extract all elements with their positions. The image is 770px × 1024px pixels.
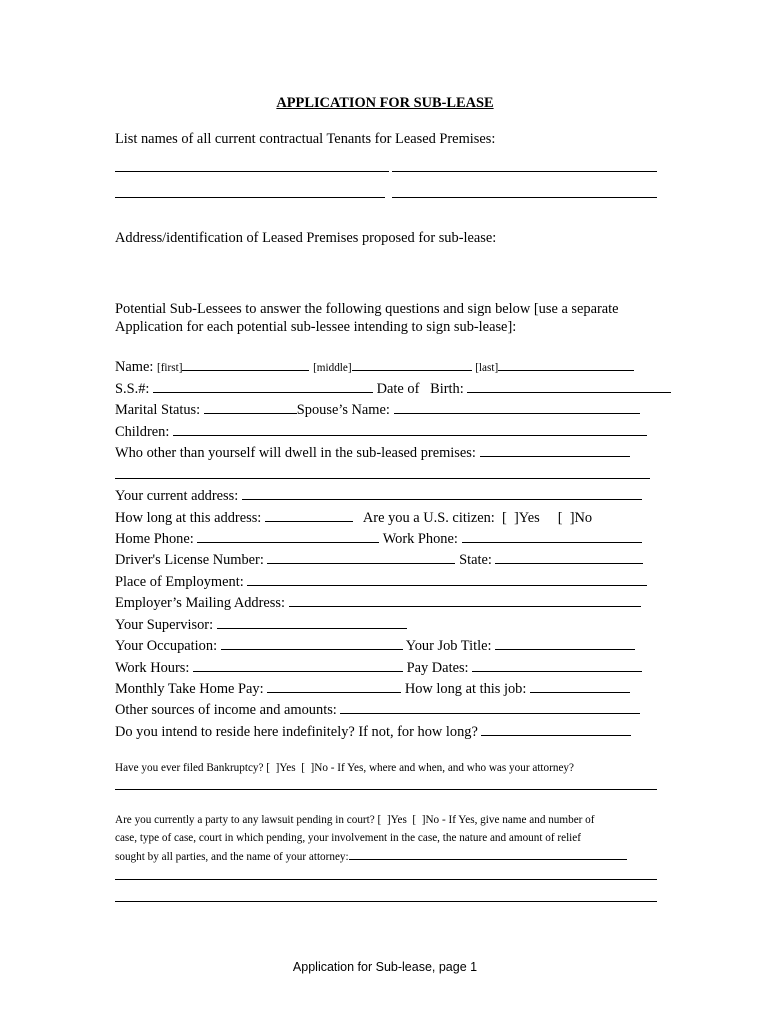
spouse-name-field[interactable] [394, 400, 640, 414]
last-name-field[interactable] [498, 357, 634, 371]
marital-status-label: Marital Status: [115, 402, 201, 418]
occupation-field[interactable] [221, 636, 403, 650]
middle-name-field[interactable] [352, 357, 472, 371]
employer-address-field[interactable] [289, 593, 641, 607]
instructions-line-2: Application for each potential sub-lessee intending to sign sub-lease]: [115, 319, 517, 335]
bankruptcy-answer-line[interactable] [115, 789, 657, 790]
dob-field[interactable] [467, 379, 671, 393]
reside-label: Do you intend to reside here indefinitely? If not, for how long? [115, 724, 478, 740]
home-phone-label: Home Phone: [115, 531, 194, 547]
dwellers-row [115, 443, 630, 462]
citizen-label: Are you a U.S. citizen: [362, 510, 495, 526]
marital-status-field[interactable] [204, 400, 297, 414]
how-long-label: How long at this address: [115, 510, 262, 526]
occupation-row [115, 636, 635, 655]
ssn-field[interactable] [153, 379, 373, 393]
tenant-name-line[interactable] [115, 197, 385, 198]
tenant-name-line[interactable] [115, 171, 389, 172]
take-home-pay-label: Monthly Take Home Pay: [115, 681, 264, 697]
first-name-field[interactable] [182, 357, 309, 371]
dwellers-label: Who other than yourself will dwell in the sub-leased premises: [115, 445, 476, 461]
lawsuit-answer-line[interactable] [115, 879, 657, 880]
last-name-hint: [last] [475, 362, 499, 374]
supervisor-field[interactable] [217, 615, 407, 629]
license-field[interactable] [267, 550, 455, 564]
supervisor-label: Your Supervisor: [115, 617, 214, 633]
tenant-name-line[interactable] [392, 197, 657, 198]
citizen-yes-checkbox[interactable]: [ ]Yes [502, 510, 540, 526]
job-length-field[interactable] [530, 679, 630, 693]
home-phone-field[interactable] [197, 529, 379, 543]
license-row [115, 550, 643, 569]
hours-row [115, 658, 642, 677]
current-address-field[interactable] [242, 486, 642, 500]
lawsuit-answer-line[interactable] [115, 901, 657, 902]
dwellers-field[interactable] [480, 443, 630, 457]
employment-label: Place of Employment: [115, 574, 244, 590]
ssn-row [115, 379, 671, 398]
work-hours-field[interactable] [193, 658, 403, 672]
pay-dates-label: Pay Dates: [406, 660, 469, 676]
other-income-row [115, 700, 640, 719]
lawsuit-question-line-3-text: sought by all parties, and the name of your attorney: [115, 851, 349, 863]
job-title-field[interactable] [495, 636, 635, 650]
job-title-label: Your Job Title: [405, 638, 492, 654]
pay-dates-field[interactable] [472, 658, 642, 672]
lawsuit-question-line-2: case, type of case, court in which pending, your involvement in the case, the nature and amount of relief [115, 832, 581, 844]
children-field[interactable] [173, 422, 647, 436]
current-address-label: Your current address: [115, 488, 239, 504]
license-label: Driver's License Number: [115, 552, 264, 568]
middle-name-hint: [middle] [313, 362, 352, 374]
lawsuit-question-line-3 [115, 848, 627, 865]
children-row [115, 422, 647, 441]
work-phone-field[interactable] [462, 529, 642, 543]
employer-address-row [115, 593, 641, 612]
work-phone-label: Work Phone: [382, 531, 458, 547]
name-row [115, 357, 634, 376]
dwellers-continuation-line[interactable] [115, 478, 650, 479]
pay-row [115, 679, 630, 698]
work-hours-label: Work Hours: [115, 660, 190, 676]
marital-row [115, 400, 640, 419]
spouse-name-label: Spouse’s Name: [296, 402, 390, 418]
citizen-no-checkbox[interactable]: [ ]No [557, 510, 593, 526]
page-footer: Application for Sub-lease, page 1 [292, 960, 478, 974]
instructions-line-1: Potential Sub-Lessees to answer the following questions and sign below [use a separate [115, 301, 619, 317]
reside-field[interactable] [481, 722, 631, 736]
dob-label: Date of Birth: [376, 381, 464, 397]
supervisor-row [115, 615, 407, 634]
how-long-field[interactable] [265, 508, 353, 522]
employment-row [115, 572, 647, 591]
address-prompt: Address/identification of Leased Premises proposed for sub-lease: [115, 230, 497, 246]
phones-row [115, 529, 642, 548]
employer-address-label: Employer’s Mailing Address: [115, 595, 286, 611]
bankruptcy-question: Have you ever filed Bankruptcy? [ ]Yes [ ]No - If Yes, where and when, and who was your attorney? [115, 762, 574, 774]
current-address-row [115, 486, 642, 505]
residence-citizen-row [115, 508, 592, 527]
lawsuit-attorney-field[interactable] [349, 848, 627, 860]
tenant-name-line[interactable] [392, 171, 657, 172]
state-label: State: [459, 552, 492, 568]
employment-field[interactable] [247, 572, 647, 586]
other-income-label: Other sources of income and amounts: [115, 702, 337, 718]
tenants-prompt: List names of all current contractual Tenants for Leased Premises: [115, 131, 496, 147]
children-label: Children: [115, 424, 170, 440]
name-label: Name: [115, 359, 154, 375]
ssn-label: S.S.#: [115, 381, 150, 397]
first-name-hint: [first] [156, 362, 183, 374]
take-home-pay-field[interactable] [267, 679, 401, 693]
lawsuit-question-line-1: Are you currently a party to any lawsuit pending in court? [ ]Yes [ ]No - If Yes, give name and number of [115, 814, 595, 826]
form-title: APPLICATION FOR SUB-LEASE [276, 95, 494, 111]
job-length-label: How long at this job: [404, 681, 527, 697]
reside-row [115, 722, 631, 741]
occupation-label: Your Occupation: [115, 638, 218, 654]
other-income-field[interactable] [340, 700, 640, 714]
state-field[interactable] [495, 550, 643, 564]
